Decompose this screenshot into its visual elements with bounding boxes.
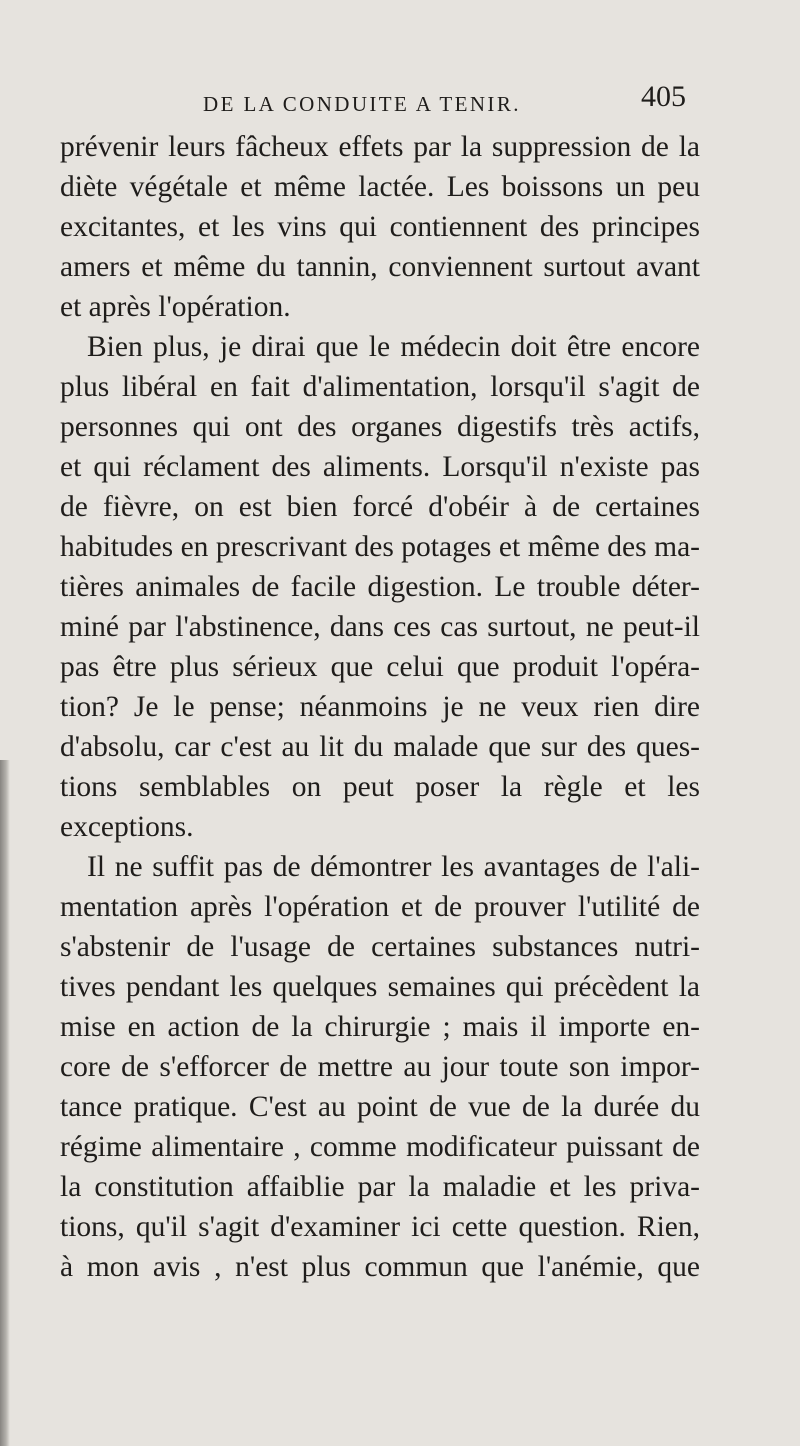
text-line: pas être plus sérieux que celui que produit l'opéra- <box>60 651 700 683</box>
text-line: de fièvre, on est bien forcé d'obéir à de certaines <box>60 491 700 523</box>
text-line: diète végétale et même lactée. Les boissons un peu <box>60 171 700 203</box>
text-line: tions semblables on peut poser la règle et les <box>60 771 700 803</box>
text-line: la constitution affaiblie par la maladie et les priva- <box>60 1171 700 1203</box>
text-line: excitantes, et les vins qui contiennent des principes <box>60 211 700 243</box>
running-head: DE LA CONDUITE A TENIR. <box>203 92 521 116</box>
text-line: tières animales de facile digestion. Le trouble déter- <box>60 571 700 603</box>
text-line: et après l'opération. <box>60 291 291 323</box>
text-line: amers et même du tannin, conviennent surtout avant <box>60 251 700 283</box>
text-line: exceptions. <box>60 811 194 843</box>
text-line: tions, qu'il s'agit d'examiner ici cette question. Rien, <box>60 1211 700 1243</box>
text-line: tives pendant les quelques semaines qui précèdent la <box>60 971 700 1003</box>
text-line: plus libéral en fait d'alimentation, lorsqu'il s'agit de <box>60 371 700 403</box>
text-line: mentation après l'opération et de prouver l'utilité de <box>60 891 700 923</box>
text-line: s'abstenir de l'usage de certaines substances nutri- <box>60 931 700 963</box>
text-line: prévenir leurs fâcheux effets par la suppression de la <box>60 131 700 163</box>
text-line: régime alimentaire , comme modificateur puissant de <box>60 1131 700 1163</box>
text-line: mise en action de la chirurgie ; mais il importe en- <box>60 1011 700 1043</box>
text-line: tance pratique. C'est au point de vue de la durée du <box>60 1091 700 1123</box>
text-line: à mon avis , n'est plus commun que l'anémie, que <box>60 1251 700 1283</box>
text-line: core de s'efforcer de mettre au jour toute son impor- <box>60 1051 700 1083</box>
text-line: et qui réclament des aliments. Lorsqu'il n'existe pas <box>60 451 700 483</box>
binding-shadow <box>0 760 10 1446</box>
body-text <box>60 127 700 1287</box>
text-line: Bien plus, je dirai que le médecin doit être encore <box>87 331 700 363</box>
text-line: miné par l'abstinence, dans ces cas surtout, ne peut-il <box>60 611 700 643</box>
text-line: d'absolu, car c'est au lit du malade que sur des ques- <box>60 731 700 763</box>
text-line: tion? Je le pense; néanmoins je ne veux rien dire <box>60 691 700 723</box>
page-number: 405 <box>641 80 686 113</box>
text-line: Il ne suffit pas de démontrer les avantages de l'ali- <box>87 851 700 883</box>
text-line: habitudes en prescrivant des potages et même des ma- <box>60 531 700 563</box>
page-header <box>0 80 800 120</box>
text-line: personnes qui ont des organes digestifs très actifs, <box>60 411 700 443</box>
